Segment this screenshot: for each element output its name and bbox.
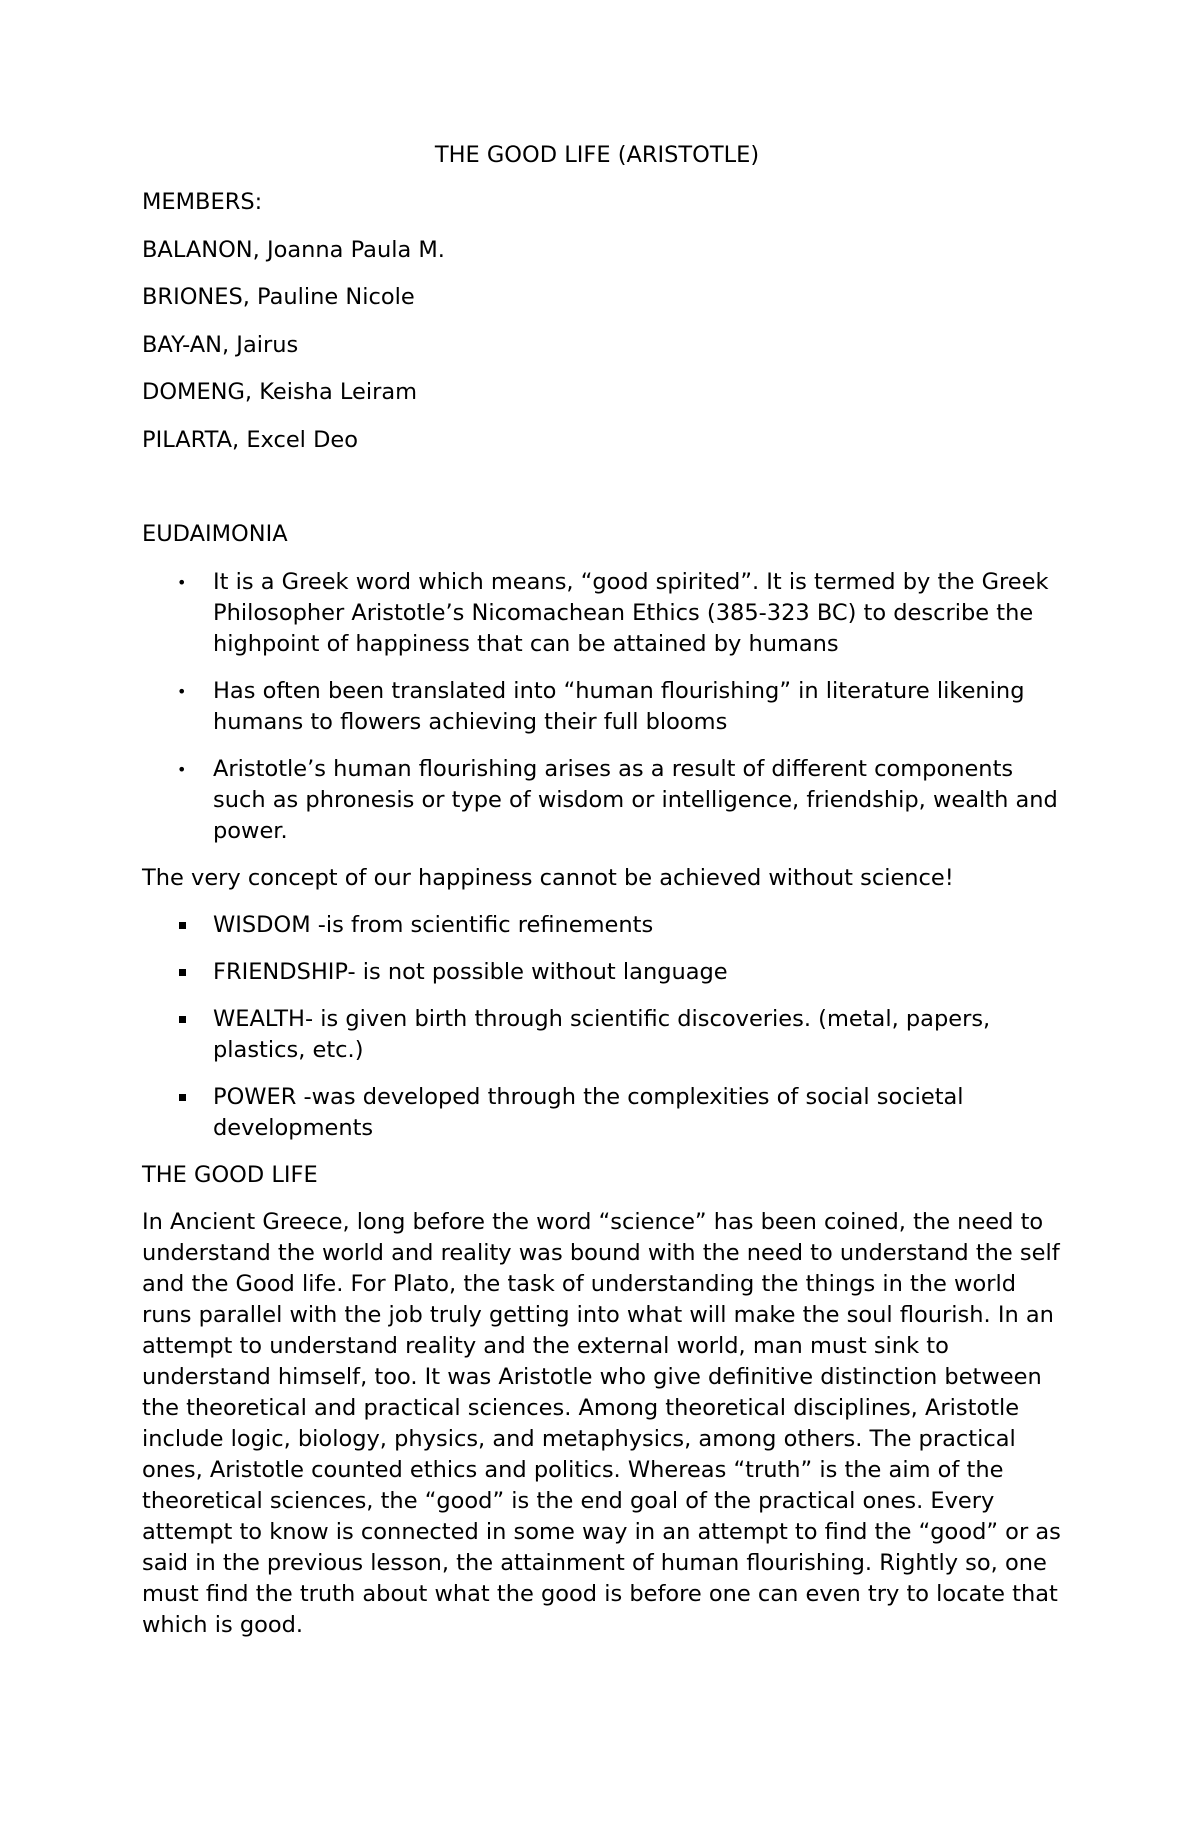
eudaimonia-bullet-list: [142, 567, 1072, 847]
good-life-paragraph: In Ancient Greece, long before the word “science” has been coined, the need to understand the world and reality was bound with the need to understand the self and the Good life. For Plato, the task of understanding the things in the world runs parallel with the job truly getting into what will make the soul flourish. In an attempt to understand reality and the external world, man must sink to understand himself, too. It was Aristotle who give definitive distinction between the theoretical and practical sciences. Among theoretical disciplines, Aristotle include logic, biology, physics, and metaphysics, among others. The practical ones, Aristotle counted ethics and politics. Whereas “truth” is the aim of the theoretical sciences, the “good” is the end goal of the practical ones. Every attempt to know is connected in some way in an attempt to find the “good” or as said in the previous lesson, the attainment of human flourishing. Rightly so, one must find the truth about what the good is before one can even try to locate that which is good.: [142, 1208, 1061, 1638]
section-spacer: [142, 472, 1072, 519]
bullet-dot-icon: •: [177, 759, 187, 779]
list-item: [142, 910, 1072, 941]
list-item: [142, 957, 1072, 988]
member-name: DOMENG, Keisha Leiram: [142, 379, 418, 405]
list-item: [142, 676, 1072, 738]
list-item: [142, 1082, 1072, 1144]
list-item: [142, 567, 1072, 660]
list-item-text: It is a Greek word which means, “good spirited”. It is termed by the Greek Philosopher Aristotle’s Nicomachean Ethics (385-323 BC) to describe the highpoint of happiness that can be attained by humans: [213, 568, 1049, 657]
square-bullet-icon: [179, 1016, 186, 1023]
member-name: BAY-AN, Jairus: [142, 331, 299, 358]
section-heading-good-life: THE GOOD LIFE: [142, 1161, 318, 1188]
list-item: [142, 754, 1072, 847]
square-bullet-icon: [179, 922, 186, 929]
section-heading-eudaimonia: EUDAIMONIA: [142, 521, 288, 547]
science-statement: The very concept of our happiness cannot be achieved without science!: [142, 864, 954, 891]
member-name: BRIONES, Pauline Nicole: [142, 284, 415, 310]
bullet-dot-icon: •: [177, 681, 187, 701]
science-bullet-list: [142, 910, 1072, 1144]
list-item-text: WEALTH- is given birth through scientific discoveries. (metal, papers, plastics, etc.): [213, 1005, 991, 1063]
list-item-text: POWER -was developed through the complexities of social societal developments: [213, 1083, 964, 1141]
document-page: [142, 140, 1072, 1641]
member-name: PILARTA, Excel Deo: [142, 426, 359, 453]
square-bullet-icon: [179, 969, 186, 976]
square-bullet-icon: [179, 1094, 186, 1101]
list-item-text: Aristotle’s human flourishing arises as a result of different components such as phronesis or type of wisdom or intelligence, friendship, wealth and power.: [213, 755, 1058, 844]
list-item-text: Has often been translated into “human flourishing” in literature likening humans to flowers achieving their full blooms: [213, 677, 1025, 735]
members-heading: MEMBERS:: [142, 189, 263, 215]
bullet-dot-icon: •: [177, 572, 187, 592]
member-name: BALANON, Joanna Paula M.: [142, 236, 445, 263]
list-item-text: WISDOM -is from scientific refinements: [213, 911, 654, 938]
list-item-text: FRIENDSHIP- is not possible without language: [213, 958, 728, 985]
document-title: THE GOOD LIFE (ARISTOTLE): [434, 142, 760, 168]
list-item: [142, 1004, 1072, 1066]
